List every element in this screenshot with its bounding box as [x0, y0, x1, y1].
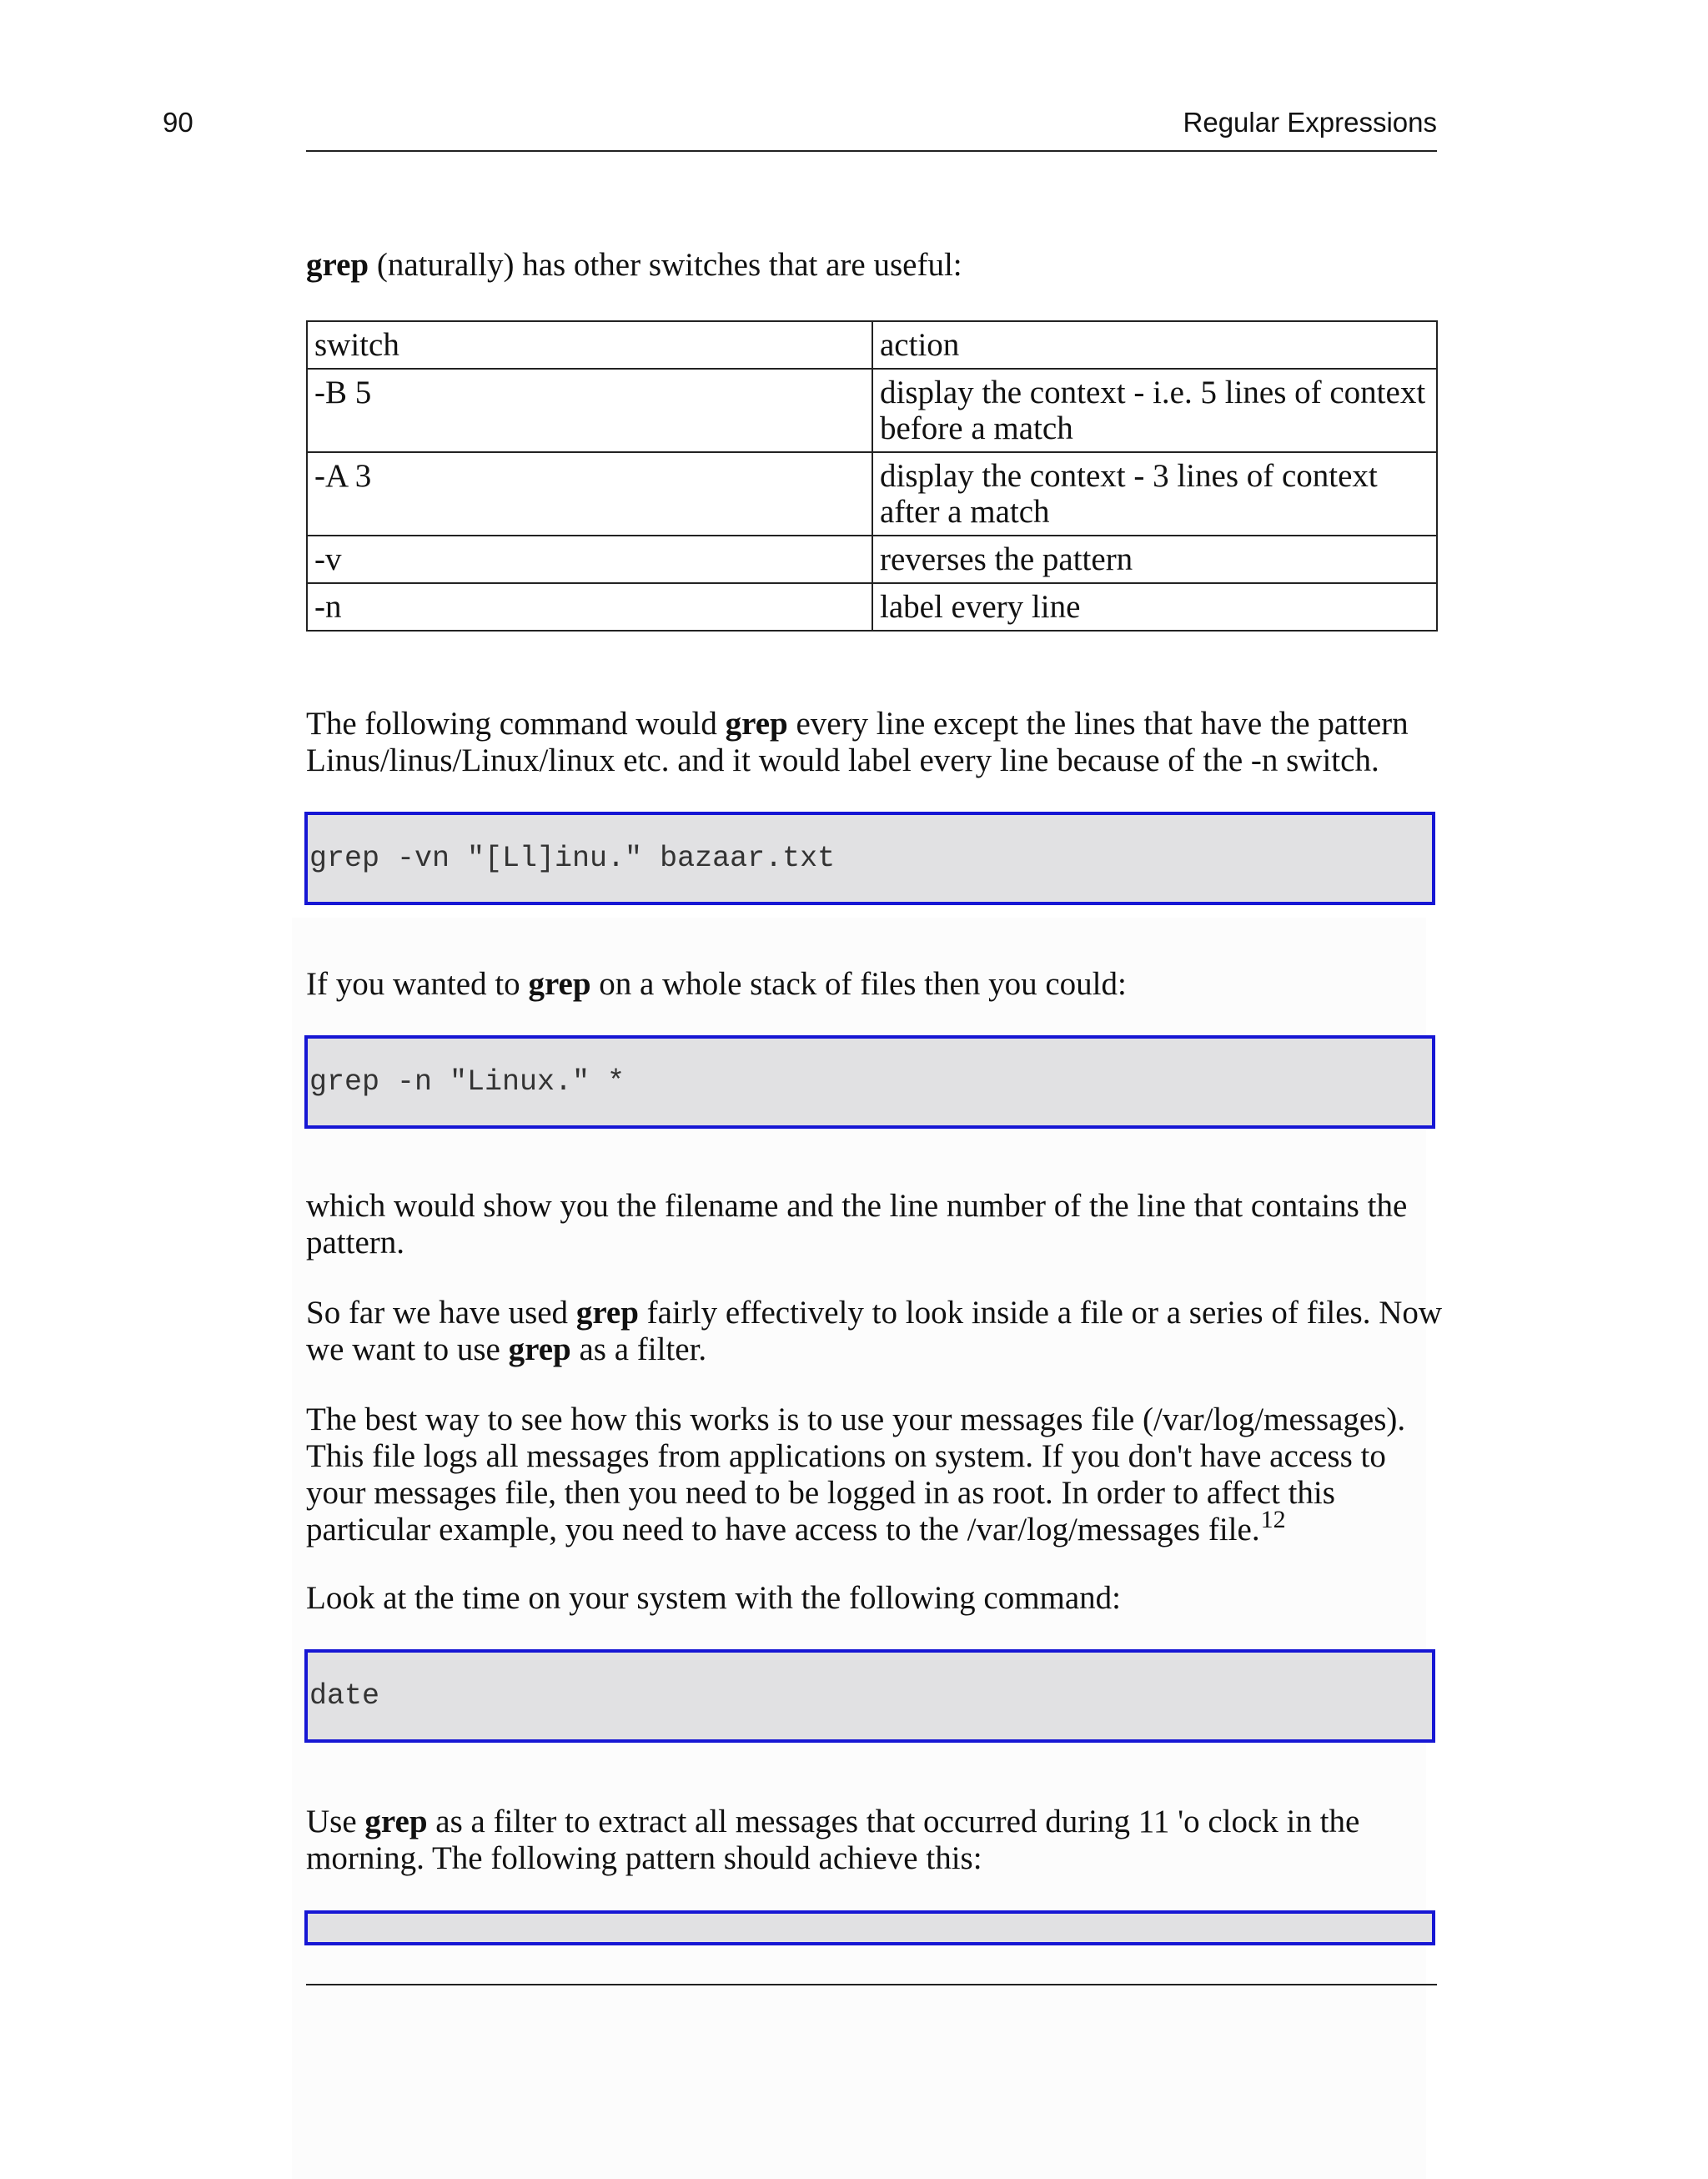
switch-table: [306, 320, 1438, 632]
code-text: grep -n "Linux." *: [309, 1065, 625, 1099]
footer-rule: [306, 1984, 1437, 1985]
running-header: Regular Expressions: [1183, 107, 1437, 138]
footnote-marker[interactable]: 12: [1260, 1506, 1286, 1533]
text-span: So far we have used: [306, 1295, 576, 1331]
switch-cell: -A 3: [307, 452, 872, 536]
stack-paragraph: [306, 966, 1449, 1003]
action-cell: display the context - i.e. 5 lines of context before a match: [872, 369, 1437, 452]
code-block-grep-vn[interactable]: [304, 812, 1435, 905]
bold-grep: grep: [364, 1804, 428, 1839]
header-rule: [306, 150, 1437, 152]
intro-text: (naturally) has other switches that are useful:: [369, 247, 962, 283]
text-span: If you wanted to: [306, 966, 529, 1002]
page-number: 90: [163, 107, 193, 138]
code-text: date: [309, 1679, 380, 1713]
action-cell: label every line: [872, 583, 1437, 631]
switch-cell: -v: [307, 536, 872, 583]
text-span: Use: [306, 1804, 365, 1839]
use-paragraph: [306, 1804, 1449, 1877]
code-block-date[interactable]: [304, 1649, 1435, 1743]
which-paragraph: which would show you the filename and the line number of the line that contains the pattern.: [306, 1188, 1408, 1261]
sofar-paragraph: [306, 1295, 1449, 1368]
action-cell: display the context - 3 lines of context after a match: [872, 452, 1437, 536]
code-block-pattern[interactable]: [304, 1910, 1435, 1945]
following-paragraph: [306, 706, 1449, 779]
action-cell: reverses the pattern: [872, 536, 1437, 583]
table-row: [307, 369, 1437, 452]
text-span: as a filter.: [570, 1331, 707, 1367]
bold-grep: grep: [306, 247, 369, 283]
table-row: [307, 452, 1437, 536]
intro-paragraph: [306, 247, 1449, 284]
text-span: The following command would: [306, 706, 726, 742]
header-cell-switch: switch: [307, 321, 872, 369]
bold-grep: grep: [508, 1331, 571, 1367]
text-span: on a whole stack of files then you could:: [590, 966, 1127, 1002]
look-paragraph: Look at the time on your system with the following command:: [306, 1580, 1122, 1616]
text-span: every line except the lines that have the pattern Linus/linus/Linux/linux etc. and it would label every line because of the -n switch.: [306, 706, 1409, 778]
switch-cell: -B 5: [307, 369, 872, 452]
table-header-row: [307, 321, 1437, 369]
text-span: as a filter to extract all messages that occurred during 11 'o clock in the morning. The following pattern should achieve this:: [306, 1804, 1360, 1876]
header-cell-action: action: [872, 321, 1437, 369]
bold-grep: grep: [575, 1295, 639, 1331]
bestway-paragraph: [306, 1402, 1449, 1548]
text-span: The best way to see how this works is to use your messages file (/var/log/messages). This file logs all messages from applications on system. If you don't have access to your messages file, then you need to be logged in as root. In order to affect this particular example, you need to have access to the /var/log/messages file.: [306, 1402, 1406, 1547]
table-row: [307, 536, 1437, 583]
switch-cell: -n: [307, 583, 872, 631]
text-span: fairly effectively to look inside a file or a series of files. Now we want to use: [306, 1295, 1443, 1367]
bold-grep: grep: [725, 706, 788, 742]
table-row: [307, 583, 1437, 631]
bold-grep: grep: [528, 966, 591, 1002]
code-block-grep-n[interactable]: [304, 1035, 1435, 1129]
code-text: grep -vn "[Ll]inu." bazaar.txt: [309, 842, 836, 875]
